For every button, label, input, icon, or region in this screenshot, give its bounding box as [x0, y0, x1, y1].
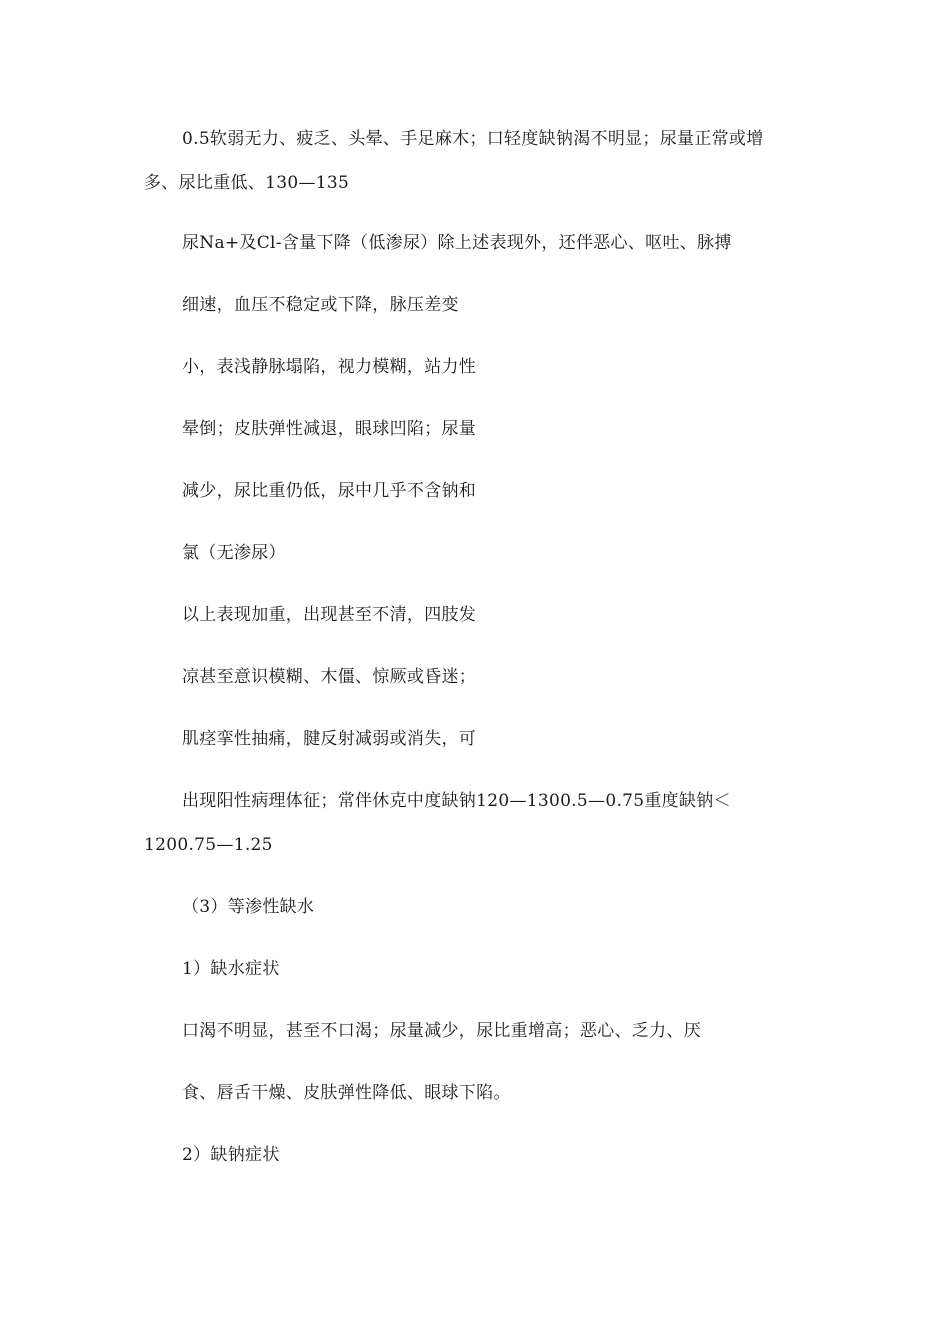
subsection-heading: 1）缺水症状 — [182, 959, 280, 979]
text-line: 口渴不明显，甚至不口渴；尿量减少，尿比重增高；恶心、乏力、厌 — [182, 1021, 701, 1041]
text-line: 食、唇舌干燥、皮肤弹性降低、眼球下陷。 — [182, 1083, 511, 1103]
text-line: 以上表现加重，出现甚至不清，四肢发 — [182, 605, 477, 625]
text-line: 多、尿比重低、130—135 — [144, 173, 350, 193]
text-line: 尿Na+及Cl-含量下降（低渗尿）除上述表现外，还伴恶心、呕吐、脉搏 — [182, 233, 732, 253]
text-line: 氯（无渗尿） — [182, 543, 286, 563]
text-line: 减少，尿比重仍低，尿中几乎不含钠和 — [182, 481, 477, 501]
text-line: 小，表浅静脉塌陷，视力模糊，站力性 — [182, 357, 477, 377]
text-line: 1200.75—1.25 — [144, 835, 273, 855]
text-line: 凉甚至意识模糊、木僵、惊厥或昏迷； — [182, 667, 477, 687]
text-line: 肌痉挛性抽痛，腱反射减弱或消失，可 — [182, 729, 477, 749]
section-heading: （3）等渗性缺水 — [182, 897, 315, 917]
text-line: 晕倒；皮肤弹性减退，眼球凹陷；尿量 — [182, 419, 477, 439]
text-line: 细速，血压不稳定或下降，脉压差变 — [182, 295, 459, 315]
text-line: 出现阳性病理体征；常伴休克中度缺钠120—1300.5—0.75重度缺钠＜ — [182, 791, 731, 811]
subsection-heading: 2）缺钠症状 — [182, 1145, 280, 1165]
text-line: 0.5软弱无力、疲乏、头晕、手足麻木；口轻度缺钠渴不明显；尿量正常或增 — [182, 129, 764, 149]
